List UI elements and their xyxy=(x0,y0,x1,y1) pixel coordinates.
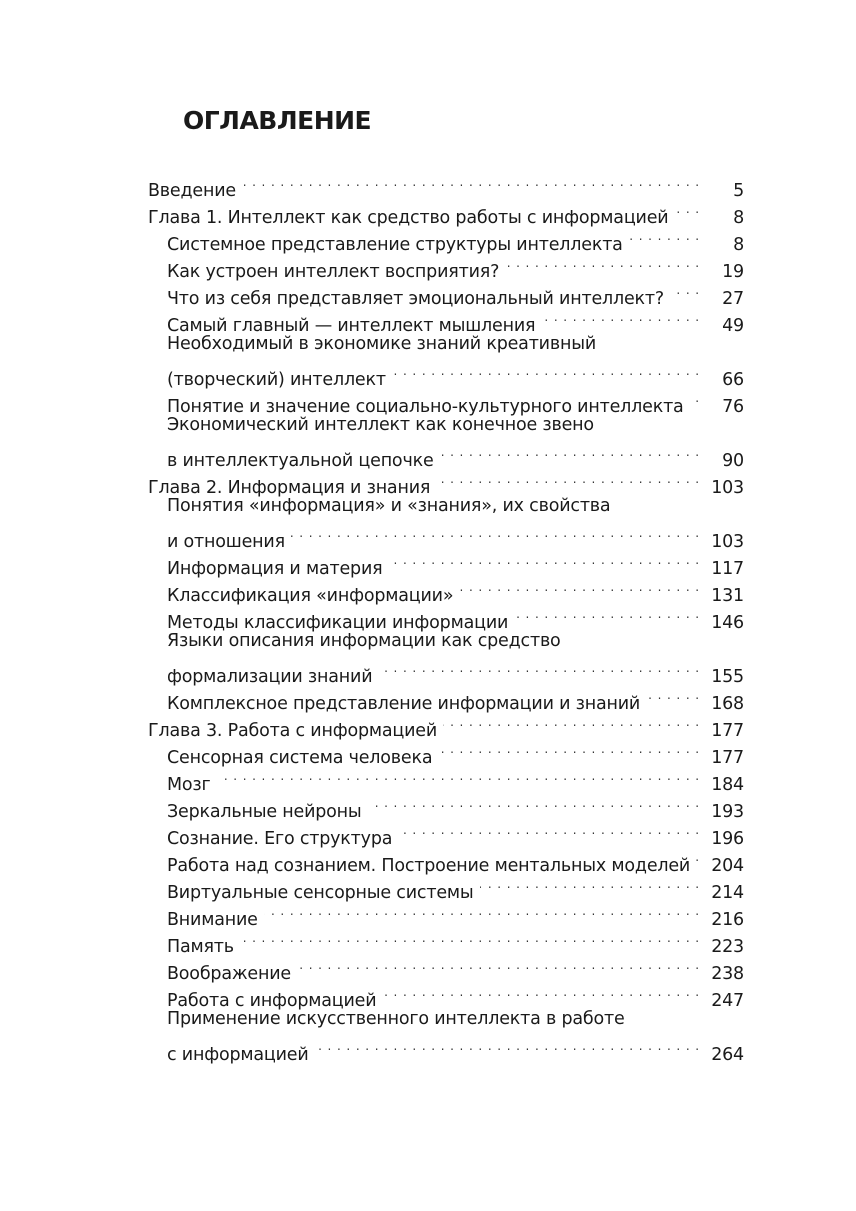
toc-entry-title: Глава 3. Работа с информацией xyxy=(148,721,438,741)
toc-section-entry[interactable] xyxy=(148,817,744,849)
toc-entry-title: Системное представление структуры интеллекта xyxy=(167,235,623,255)
dot-leader xyxy=(240,925,700,952)
toc-section-entry[interactable] xyxy=(148,412,744,471)
toc-page-number: 223 xyxy=(711,937,744,957)
toc-page-number: 8 xyxy=(733,235,744,255)
dot-leader xyxy=(505,250,700,277)
toc-section-entry[interactable] xyxy=(148,385,744,417)
dot-leader xyxy=(670,277,700,304)
toc-section-entry[interactable] xyxy=(148,844,744,876)
toc-page-number: 117 xyxy=(711,559,744,579)
toc-entry-title-line: Экономический интеллект как конечное звено xyxy=(167,415,594,435)
dot-leader xyxy=(398,817,700,844)
dot-leader xyxy=(541,304,700,331)
toc-section-entry[interactable] xyxy=(148,331,744,390)
toc-section-entry[interactable] xyxy=(148,547,744,579)
toc-section-entry[interactable] xyxy=(148,1006,744,1065)
toc-page-number: 184 xyxy=(711,775,744,795)
toc-page-number: 247 xyxy=(711,991,744,1011)
dot-leader xyxy=(382,979,700,1006)
toc-entry-title: Воображение xyxy=(167,964,291,984)
toc-entry-title: Память xyxy=(167,937,234,957)
toc-entry-title: Комплексное представление информации и знаний xyxy=(167,694,641,714)
toc-page-number: 131 xyxy=(711,586,744,606)
toc-entry-title: с информацией xyxy=(167,1045,309,1065)
toc-section-entry[interactable] xyxy=(148,898,744,930)
toc-section-entry[interactable] xyxy=(148,736,744,768)
toc-entry-title: Методы классификации информации xyxy=(167,613,509,633)
page-title: ОГЛАВЛЕНИЕ xyxy=(183,106,372,135)
toc-section-entry[interactable] xyxy=(148,952,744,984)
toc-page-number: 177 xyxy=(711,721,744,741)
toc-entry-title: Понятие и значение социально-культурного интеллекта xyxy=(167,397,684,417)
dot-leader xyxy=(264,898,700,925)
dot-leader xyxy=(315,1033,700,1060)
toc-page-number: 238 xyxy=(711,964,744,984)
toc-entry-title: в интеллектуальной цепочке xyxy=(167,451,434,471)
toc-page-number: 90 xyxy=(722,451,744,471)
toc-page-number: 146 xyxy=(711,613,744,633)
dot-leader xyxy=(368,790,700,817)
toc-section-entry[interactable] xyxy=(148,223,744,255)
dot-leader xyxy=(297,952,700,979)
toc-page-number: 196 xyxy=(711,829,744,849)
toc-entry-title: и отношения xyxy=(167,532,285,552)
toc-page-number: 155 xyxy=(711,667,744,687)
toc-page-number: 168 xyxy=(711,694,744,714)
dot-leader xyxy=(436,466,700,493)
toc-page-number: 103 xyxy=(711,532,744,552)
toc-entry-title-line: Применение искусственного интеллекта в работе xyxy=(167,1009,625,1029)
toc-section-entry[interactable] xyxy=(148,979,744,1011)
toc-entry-title-line: Необходимый в экономике знаний креативный xyxy=(167,334,597,354)
dot-leader xyxy=(480,871,701,898)
toc-page-number: 193 xyxy=(711,802,744,822)
dot-leader xyxy=(378,655,700,682)
dot-leader xyxy=(629,223,700,250)
toc-entry-title: Глава 2. Информация и знания xyxy=(148,478,431,498)
toc-entry-title: Работа с информацией xyxy=(167,991,377,1011)
toc-section-entry[interactable] xyxy=(148,790,744,822)
toc-entry-title: формализации знаний xyxy=(167,667,373,687)
toc-chapter-entry[interactable] xyxy=(148,169,744,201)
dot-leader xyxy=(443,709,700,736)
toc-section-entry[interactable] xyxy=(148,601,744,633)
dot-leader xyxy=(217,763,700,790)
toc-entry-title: Работа над сознанием. Построение ментальных моделей xyxy=(167,856,691,876)
toc-section-entry[interactable] xyxy=(148,250,744,282)
dot-leader xyxy=(674,196,700,223)
dot-leader xyxy=(291,520,700,547)
toc-section-entry[interactable] xyxy=(148,682,744,714)
toc-entry-title: Что из себя представляет эмоциональный интеллект? xyxy=(167,289,665,309)
dot-leader xyxy=(388,547,700,574)
toc-section-entry[interactable] xyxy=(148,277,744,309)
dot-leader xyxy=(440,439,700,466)
toc-entry-title: Введение xyxy=(148,181,236,201)
toc-section-entry[interactable] xyxy=(148,925,744,957)
dot-leader xyxy=(514,601,700,628)
toc-entry-title: Мозг xyxy=(167,775,211,795)
dot-leader xyxy=(646,682,700,709)
toc-entry-title: Виртуальные сенсорные системы xyxy=(167,883,474,903)
toc-section-entry[interactable] xyxy=(148,493,744,552)
toc-page-number: 8 xyxy=(733,208,744,228)
toc-chapter-entry[interactable] xyxy=(148,709,744,741)
toc-page-number: 264 xyxy=(711,1045,744,1065)
toc-entry-title: Сенсорная система человека xyxy=(167,748,433,768)
toc-entry-title: Внимание xyxy=(167,910,258,930)
toc-page-number: 214 xyxy=(711,883,744,903)
toc-page-number: 49 xyxy=(722,316,744,336)
toc-page-number: 76 xyxy=(722,397,744,417)
toc-chapter-entry[interactable] xyxy=(148,196,744,228)
toc-entry-title: Как устроен интеллект восприятия? xyxy=(167,262,500,282)
toc-page-number: 19 xyxy=(722,262,744,282)
toc-section-entry[interactable] xyxy=(148,304,744,336)
toc-entry-title: Зеркальные нейроны xyxy=(167,802,362,822)
table-of-contents xyxy=(148,169,744,1065)
toc-entry-title: Самый главный — интеллект мышления xyxy=(167,316,536,336)
dot-leader xyxy=(438,736,700,763)
toc-section-entry[interactable] xyxy=(148,628,744,687)
toc-entry-title: Глава 1. Интеллект как средство работы с информацией xyxy=(148,208,669,228)
toc-section-entry[interactable] xyxy=(148,763,744,795)
toc-page-number: 5 xyxy=(733,181,744,201)
dot-leader xyxy=(696,844,700,871)
toc-page-number: 66 xyxy=(722,370,744,390)
toc-entry-title-line: Языки описания информации как средство xyxy=(167,631,561,651)
toc-page-number: 27 xyxy=(722,289,744,309)
toc-entry-title: Классификация «информации» xyxy=(167,586,454,606)
toc-page-number: 177 xyxy=(711,748,744,768)
toc-entry-title: Сознание. Его структура xyxy=(167,829,393,849)
toc-page-number: 204 xyxy=(711,856,744,876)
dot-leader xyxy=(459,574,700,601)
toc-entry-title: Информация и материя xyxy=(167,559,383,579)
dot-leader xyxy=(242,169,700,196)
dot-leader xyxy=(690,385,700,412)
toc-entry-title-line: Понятия «информация» и «знания», их свойства xyxy=(167,496,611,516)
toc-page-number: 216 xyxy=(711,910,744,930)
dot-leader xyxy=(392,358,700,385)
toc-chapter-entry[interactable] xyxy=(148,466,744,498)
toc-page-number: 103 xyxy=(711,478,744,498)
toc-section-entry[interactable] xyxy=(148,574,744,606)
toc-section-entry[interactable] xyxy=(148,871,744,903)
toc-entry-title: (творческий) интеллект xyxy=(167,370,386,390)
